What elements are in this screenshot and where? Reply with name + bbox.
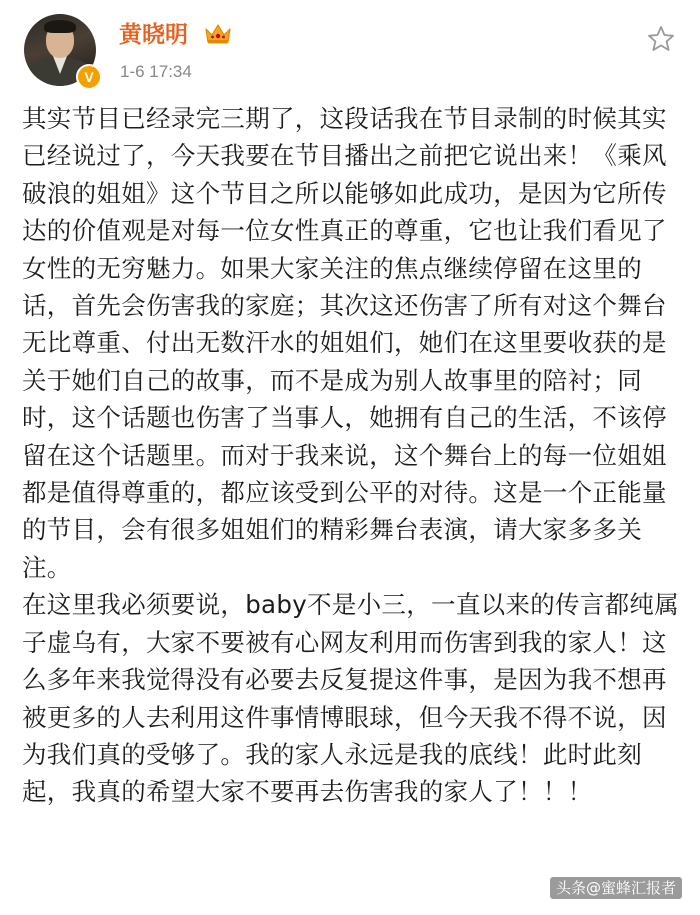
- post-header: [24, 14, 676, 90]
- post-paragraph-1: 其实节目已经录完三期了，这段话我在节目录制的时候其实已经说过了，今天我要在节目播出之前把它说出来！《乘风破浪的姐姐》这个节目之所以能够如此成功，是因为它所传达的价值观是对每一位女性真正的尊重，它也让我们看见了女性的无穷魅力。如果大家关注的焦点继续停留在这里的话，首先会伤害我的家庭；其次这还伤害了所有对这个舞台无比尊重、付出无数汗水的姐姐们，她们在这里要收获的是关于她们自己的故事，而不是成为别人故事里的陪衬；同时，这个话题也伤害了当事人，她拥有自己的生活，不该停留在这个话题里。而对于我来说，这个舞台上的每一位姐姐都是值得尊重的，都应该受到公平的对待。这是一个正能量的节目，会有很多姐姐们的精彩舞台表演，请大家多多关注。: [22, 104, 667, 582]
- verified-badge: V: [76, 64, 102, 90]
- crown-icon: [204, 22, 232, 46]
- username[interactable]: 黄晓明: [119, 22, 188, 48]
- watermark: 头条@蜜蜂汇报者: [550, 877, 682, 899]
- post-content: [22, 100, 682, 811]
- post-paragraph-2: 在这里我必须要说，baby不是小三，一直以来的传言都纯属子虚乌有，大家不要被有心网友利用而伤害到我的家人！这么多年来我觉得没有必要去反复提这件事，是因为我不想再被更多的人去利用这件事情博眼球，但今天我不得不说，因为我们真的受够了。我的家人永远是我的底线！此时此刻起，我真的希望大家不要再去伤害我的家人了！！！: [22, 590, 680, 807]
- star-icon[interactable]: [646, 24, 676, 54]
- post-timestamp: 1-6 17:34: [120, 62, 192, 81]
